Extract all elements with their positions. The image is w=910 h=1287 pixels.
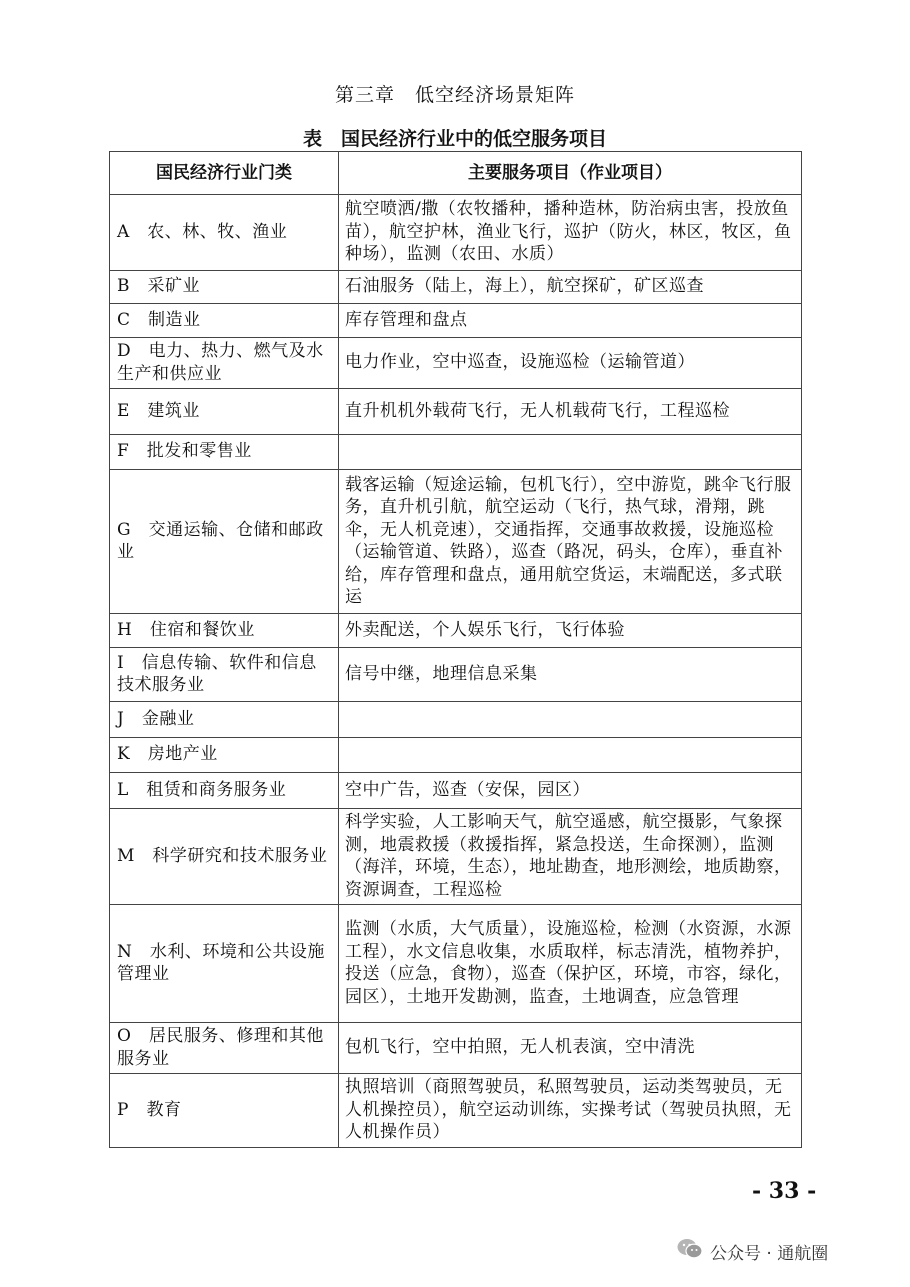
industry-cell: H 住宿和餐饮业 (110, 614, 339, 648)
services-cell: 电力作业，空中巡查，设施巡检（运输管道） (339, 338, 802, 389)
industry-cell: K 房地产业 (110, 738, 339, 773)
table-row (110, 304, 802, 338)
table-row (110, 435, 802, 470)
industry-cell: G 交通运输、仓储和邮政业 (110, 470, 339, 614)
industry-cell: M 科学研究和技术服务业 (110, 809, 339, 905)
industry-cell: D 电力、热力、燃气及水生产和供应业 (110, 338, 339, 389)
table-row (110, 271, 802, 304)
industry-cell: O 居民服务、修理和其他服务业 (110, 1023, 339, 1074)
services-cell: 监测（水质，大气质量），设施巡检，检测（水资源，水源工程），水文信息收集，水质取样，标志清洗，植物养护，投送（应急，食物），巡查（保护区，环境，市容，绿化，园区），土地开发勘测，监查，土地调查，应急管理 (339, 905, 802, 1023)
services-cell (339, 435, 802, 470)
table-row (110, 614, 802, 648)
table-row (110, 738, 802, 773)
table-row (110, 905, 802, 1023)
table-row (110, 773, 802, 809)
table-row (110, 1023, 802, 1074)
table-caption: 表 国民经济行业中的低空服务项目 (302, 128, 607, 150)
table-row (110, 195, 802, 271)
table-header-row (110, 152, 802, 195)
services-cell: 空中广告，巡查（安保，园区） (339, 773, 802, 809)
services-cell (339, 702, 802, 738)
services-cell: 执照培训（商照驾驶员，私照驾驶员，运动类驾驶员，无人机操控员），航空运动训练，实操考试（驾驶员执照，无人机操作员） (339, 1074, 802, 1148)
industry-cell: J 金融业 (110, 702, 339, 738)
table-row (110, 1074, 802, 1148)
industry-cell: P 教育 (110, 1074, 339, 1148)
industry-cell: N 水利、环境和公共设施管理业 (110, 905, 339, 1023)
industry-cell: A 农、林、牧、渔业 (110, 195, 339, 271)
table-row (110, 470, 802, 614)
services-cell: 科学实验，人工影响天气，航空遥感，航空摄影，气象探测，地震救援（救援指挥，紧急投送，生命探测），监测（海洋，环境，生态），地址勘查，地形测绘，地质勘察，资源调查，工程巡检 (339, 809, 802, 905)
table-row (110, 389, 802, 435)
chapter-title: 第三章 低空经济场景矩阵 (334, 84, 575, 106)
industry-cell: F 批发和零售业 (110, 435, 339, 470)
industry-cell: I 信息传输、软件和信息技术服务业 (110, 648, 339, 702)
service-table (109, 151, 802, 1148)
services-cell: 航空喷洒/撒（农牧播种，播种造林，防治病虫害，投放鱼苗），航空护林，渔业飞行，巡护（防火，林区，牧区，鱼种场），监测（农田、水质） (339, 195, 802, 271)
header-services: 主要服务项目（作业项目） (339, 152, 802, 195)
table-row (110, 702, 802, 738)
table-row (110, 338, 802, 389)
services-cell: 信号中继，地理信息采集 (339, 648, 802, 702)
wechat-icon (676, 1237, 704, 1266)
services-cell: 外卖配送，个人娱乐飞行，飞行体验 (339, 614, 802, 648)
table-row (110, 809, 802, 905)
watermark-text: 公众号 · 通航圈 (710, 1243, 829, 1264)
watermark (676, 1238, 828, 1264)
header-industry: 国民经济行业门类 (110, 152, 339, 195)
table-row (110, 648, 802, 702)
services-cell (339, 738, 802, 773)
services-cell: 库存管理和盘点 (339, 304, 802, 338)
industry-cell: E 建筑业 (110, 389, 339, 435)
services-cell: 包机飞行，空中拍照，无人机表演，空中清洗 (339, 1023, 802, 1074)
industry-cell: C 制造业 (110, 304, 339, 338)
industry-cell: B 采矿业 (110, 271, 339, 304)
industry-cell: L 租赁和商务服务业 (110, 773, 339, 809)
services-cell: 直升机机外载荷飞行，无人机载荷飞行，工程巡检 (339, 389, 802, 435)
services-cell: 载客运输（短途运输，包机飞行），空中游览，跳伞飞行服务，直升机引航，航空运动（飞行，热气球，滑翔，跳伞，无人机竞速），交通指挥，交通事故救援，设施巡检（运输管道、铁路），巡查（路况，码头，仓库），垂直补给，库存管理和盘点，通用航空货运，末端配送，多式联运 (339, 470, 802, 614)
services-cell: 石油服务（陆上，海上），航空探矿，矿区巡查 (339, 271, 802, 304)
page-number: - 33 - (752, 1178, 817, 1204)
